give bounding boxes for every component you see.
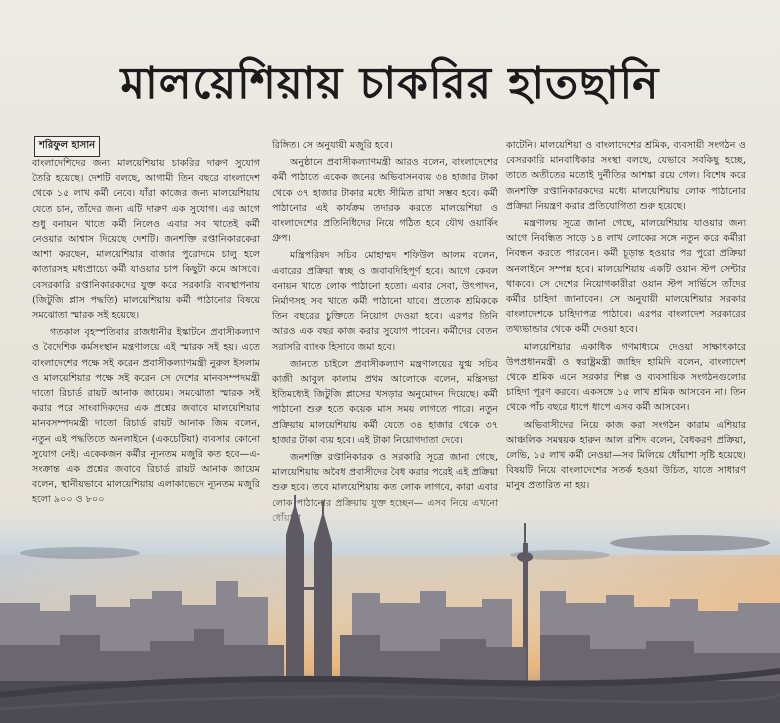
byline: শরিফুল হাসান — [34, 136, 100, 157]
paragraph: বাংলাদেশিদের জন্য মালয়েশিয়ায় চাকরির দারুণ সুযোগ তৈরি হয়েছে। দেশটি বলছে, আগামী তিন বছরে বাংলাদেশ থেকে ১৫ লাখ কর্মী নেবে। যাঁরা কাজের জন্য মালয়েশিয়ায় যেতে চান, তাঁদের জন্য এটি দারুণ এক সুযোগ। এর আগে শুধু বনায়ন খাতে কর্মী নিলেও এবার সব খাতেই কর্মী নেওয়ার আশ্বাস দিয়েছে দেশটি। জনশক্তি রপ্তানিকারকেরা আশা করছেন, মালয়েশিয়ার বাজার পুরোদমে চালু হলে কাতারসহ মধ্যপ্রাচ্যে কর্মী যাওয়ার চাপ কিছুটা কমে আসবে। বেসরকারি রপ্তানিকারকদের যুক্ত করে সরকারি ব্যবস্থাপনায় (জিটুজি প্লাস পদ্ধতি) মালয়েশিয়ায় কর্মী পাঠানোর বিষয়ে সমঝোতা স্মারক সই হয়েছে। — [32, 158, 260, 322]
paragraph: গতকাল বৃহস্পতিবার রাজধানীর ইস্কাটনে প্রবাসীকল্যাণ ও বৈদেশিক কর্মসংস্থান মন্ত্রণালয়ে এই স্মারক সই হয়। এতে বাংলাদেশের পক্ষে সই করেন প্রবাসীকল্যাণমন্ত্রী নুরুল ইসলাম ও মালয়েশিয়ার পক্ষে সই করেন সে দেশের মানবসম্পদমন্ত্রী দাতো রিচার্ড রায়ট আনাক জায়েম। সমঝোতা স্মারক সই করার পরে সাংবাদিকদের এক প্রশ্নের জবাবে মালয়েশিয়ার মানবসম্পদমন্ত্রী দাতো রিচার্ড রায়ট আনাক জিম বলেন, নতুন এই পদ্ধতিতে অনলাইনে (একচেটিয়া) ব্যবসার কোনো সুযোগ নেই। একেকজন কর্মীর ন্যূনতম মজুরি কত হবে—এ-সংক্রান্ত এক প্রশ্নের জবাবে রিচার্ড রায়ট আনাক জায়েম বলেন, স্থানীয়ভাবে মালয়েশিয়ায় এলাকাভেদে ন্যূনতম মজুরি — [32, 327, 260, 491]
paragraph: জানতে চাইলে প্রবাসীকল্যাণ মন্ত্রণালয়ের যুগ্ম সচিব কাজী আবুল কালাম প্রথম আলোকে বলেন, মন্ত্রিসভা ইতিমধ্যেই জিটুজি প্লাসের খসড়ার অনুমোদন দিয়েছে। কর্মী পাঠানো শুরু হতে কয়েক মাস সময় লাগতে পারে। নতুন প্রক্রিয়ায় মালয়েশিয়ায় কর্মী যেতে ৩৪ হাজার থেকে ৩৭ হাজার টাকা ব্যয় হবে। এই টাকা নিয়োগদাতা দেবে। — [272, 358, 498, 446]
paragraph: মন্ত্রণালয় সূত্রে জানা গেছে, মালয়েশিয়ায় যাওয়ার জন্য আগে নিবন্ধিত সাড়ে ১৪ লাখ লোকের সঙ্গে নতুন করে কর্মীরা নিবন্ধন করতে পারবেন। কর্মী চূড়ান্ত হওয়ার পর পুরো প্রক্রিয়া অনলাইনে সম্পন্ন হবে। মালয়েশিয়ায় একটি ওয়ান স্টপ সেন্টার থাকবে। সে দেশের নিয়োগকারীরা ওয়ান স্টপ সার্ভিসে তাঁদের কর্মীর চাহিদা জানাবেন। সে অনুযায়ী মালয়েশিয়ার সরকার বাংলাদেশকে চাহিদাপত্র পাঠাবে। এরপর বাংলাদেশ সরকারের তথ্যভান্ডার থেকে কর্মী দেওয়া হবে। — [506, 218, 746, 336]
paragraph: মালয়েশিয়ার একাধিক গণমাধ্যমে দেওয়া সাক্ষাৎকারে উপপ্রধানমন্ত্রী ও স্বরাষ্ট্রমন্ত্রী জাহিদ হামিদি বলেন, বাংলাদেশ থেকে শ্রমিক এনে সরকার শিল্প ও ব্যবসায়িক সংগঠনগুলোর চাহিদা পূরণ করবে। একসঙ্গে ১৫ লাখ শ্রমিক আসবেন না। তিন থেকে পাঁচ বছরে ধাপে ধাপে এসব কর্মী আসবেন। — [506, 341, 746, 414]
paragraph: অনুষ্ঠানে প্রবাসীকল্যাণমন্ত্রী আরও বলেন, বাংলাদেশের কর্মী পাঠাতে একেক জনের অভিবাসনব্যয় ৩৪ হাজার টাকা থেকে ৩৭ হাজার টাকার মধ্যে সীমিত রাখা সম্ভব হবে। কর্মী পাঠানোর এই কার্যক্রম তদারক করতে মালয়েশিয়া ও বাংলাদেশের প্রতিনিধিদের নিয়ে গঠিত হবে যৌথ ওয়ার্কিং গ্রুপ। — [272, 157, 498, 245]
column-1 — [32, 156, 260, 516]
paragraph: কাটেনি। মালয়েশিয়া ও বাংলাদেশের শ্রমিক, ব্যবসায়ী সংগঠন ও বেসরকারি মানবাধিকার সংস্থা বলছে, যেভাবে সবকিছু হচ্ছে, তাতে অতীতের মতোই দুর্নীতির আশঙ্কা রয়ে গেল। বিশেষ করে জনশক্তি রপ্তানিকারকদের মধ্যে মালয়েশিয়ায় লোক পাঠানোর প্রক্রিয়া নিয়ন্ত্রণ করার প্রতিযোগিতা শুরু হয়েছে। — [506, 140, 746, 212]
column-2 — [272, 138, 498, 516]
paragraph: জনশক্তি রপ্তানিকারক ও সরকারি সূত্রে জানা গেছে, মালয়েশিয়ায় অবৈধ প্রবাসীদের বৈধ করার পরেই এই প্রক্রিয়া শুরু হবে। তবে মালয়েশিয়ায় কত লোক লাগবে, কারা এবার — [272, 452, 498, 494]
city-skyline-illustration — [0, 495, 780, 723]
skyline-photo — [0, 495, 780, 723]
paragraph: রিঙ্গিত। সে অনুযায়ী মজুরি হবে। — [272, 140, 393, 151]
column-3 — [506, 138, 746, 516]
paragraph: অভিবাসীদের নিয়ে কাজ করা সংগঠন কারাম এশিয়ার আঞ্চলিক সমন্বয়ক হারুন আল রশিদ বলেন, বৈধকরণ প্রক্রিয়া, লেভি, ১৫ লাখ কর্মী নেওয়া—সব মিলিয়ে ধোঁয়াশা সৃষ্টি হয়েছে। বিষয়টি নিয়ে বাংলাদেশের সতর্ক হওয়া উচিত, যাতে সাধারণ মানুষ প্রতারিত না হয়। — [506, 419, 746, 492]
headline: মালয়েশিয়ায় চাকরির হাতছানি — [120, 58, 660, 109]
paragraph: মন্ত্রিপরিষদ সচিব মোহাম্মদ শফিউল আলম বলেন, এবারের প্রক্রিয়া স্বচ্ছ ও জবাবদিহিপূর্ণ হবে। আগে কেবল বনায়ন খাতে লোক পাঠানো হতো। এবার সেবা, উৎপাদন, নির্মাণসহ সব খাতে কর্মী পাঠানো যাবে। প্রত্যেক শ্রমিককে তিন বছরের চুক্তিতে নিয়োগ দেওয়া হবে। এরপর তিনি আরও এক বছর কাজ করার সুযোগ পাবেন। কর্মীদের বেতন সরাসরি ব্যাংক হিসাবে জমা হবে। — [272, 250, 498, 353]
